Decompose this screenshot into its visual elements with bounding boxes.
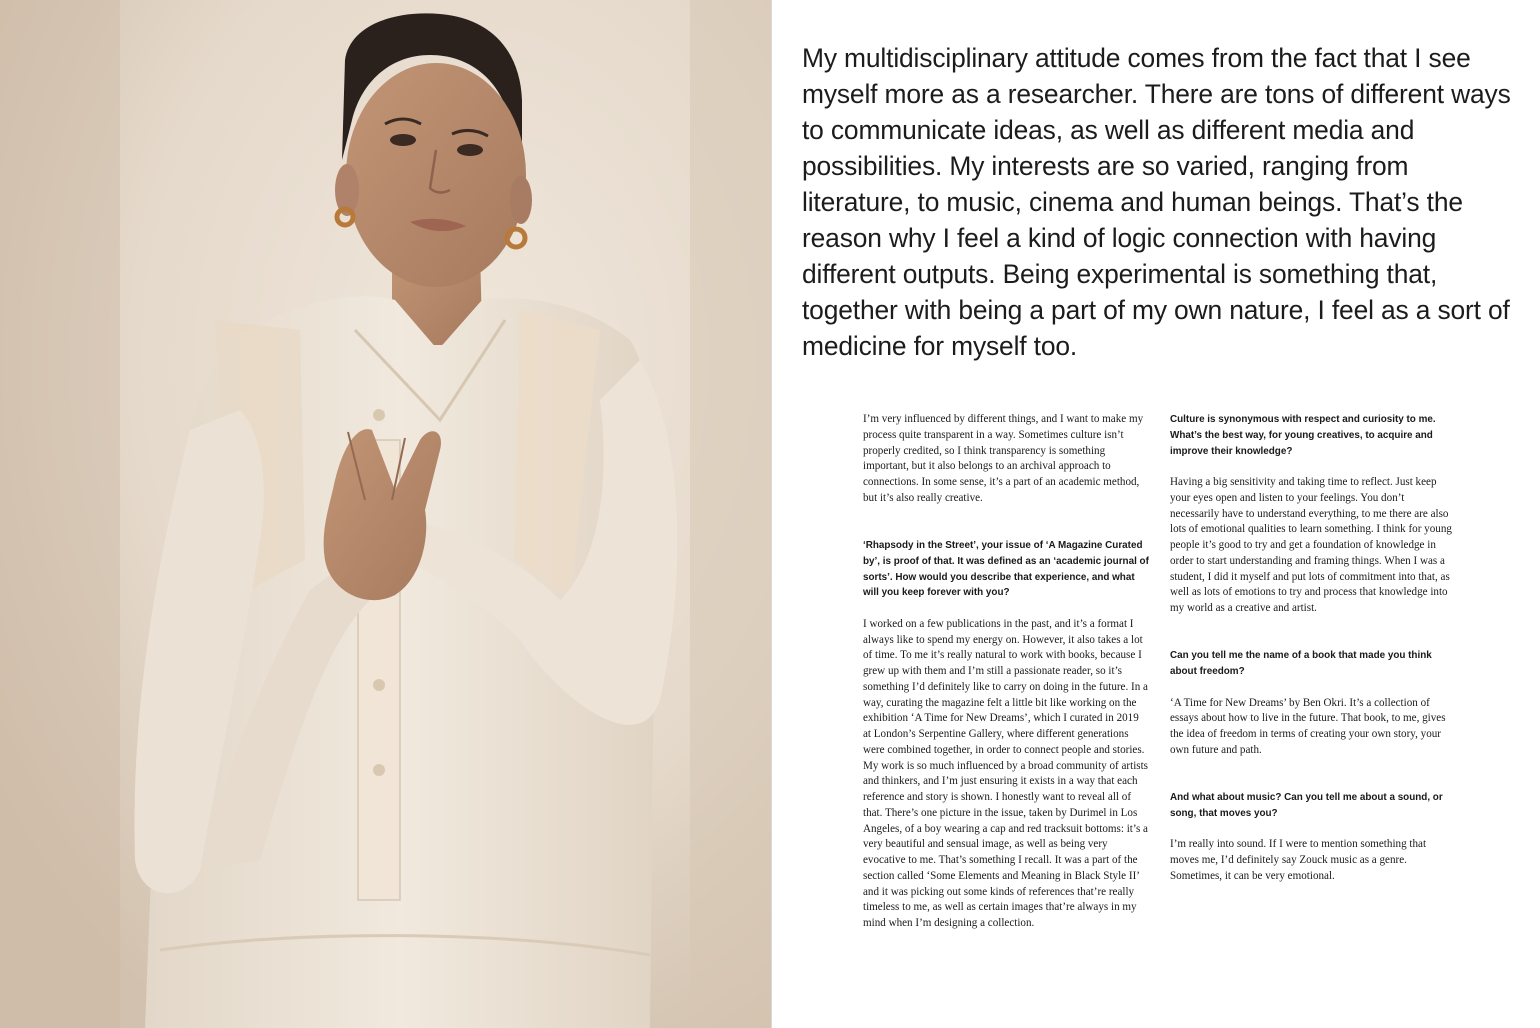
answer-paragraph: I worked on a few publications in the past, and it’s a format I always like to spend my energy on. However, it also takes a lot of time. To me it’s really natural to work with books, because I grew up with them and I’m still a passionate reader, so it’s something I’d definitely like to carry on doing in the future. In a way, curating the magazine felt a little bit like working on the exhibition ‘A Time for New Dreams’, which I curated in 2019 at London’s Serpentine Gallery, where different generations were combined together, in order to connect people and stories. My work is so much influenced by a broad community of artists and thinkers, and I’m just ensuring it exists in a way that each reference and story is shown. I honestly want to reveal all of that. There’s one picture in the issue, taken by Durimel in Los Angeles, of a boy wearing a cap and red tracksuit bottoms: it’s a very beautiful and sensual image, as well as being very evocative to me. That’s something I recall. It was a part of the section called ‘Some Elements and Meaning in Black Style II’ and it was picking out some kinds of references that’re really timeless to me, as well as certain images that’re always in my mind when I’m designing a collection. [863, 617, 1148, 929]
answer-paragraph: ‘A Time for New Dreams’ by Ben Okri. It’s a collection of essays about how to live in the future. That book, to me, gives the idea of freedom in terms of creating your own story, your own future and path. [1170, 696, 1446, 756]
answer-paragraph: Having a big sensitivity and taking time to reflect. Just keep your eyes open and listen to your feelings. You don’t necessarily have to understand everything, to me there are also lots of emotional qualities to learn something. I think for young people it’s good to try and get a foundation of knowledge in order to start understanding and framing things. When I was a student, I did it myself and put lots of commitment into that, as well as lots of emotions to try and process that knowledge into my world as a creative and artist. [1170, 476, 1452, 614]
spacer [1170, 759, 1452, 791]
spacer [1170, 680, 1452, 696]
right-text-column [1170, 412, 1452, 885]
spacer [863, 601, 1149, 617]
interview-question: And what about music? Can you tell me about a sound, or song, that moves you? [1170, 792, 1443, 819]
spacer [863, 507, 1149, 539]
interview-question: Culture is synonymous with respect and curiosity to me. What’s the best way, for young creatives, to acquire and improve their knowledge? [1170, 414, 1436, 457]
left-text-column [863, 412, 1149, 932]
interview-question: Can you tell me the name of a book that made you think about freedom? [1170, 650, 1432, 677]
answer-paragraph: I’m really into sound. If I were to mention something that moves me, I’d definitely say Zouck music as a genre. Sometimes, it can be very emotional. [1170, 838, 1427, 882]
spacer [1170, 459, 1452, 475]
page-divider [771, 0, 772, 1028]
answer-paragraph: I’m very influenced by different things, and I want to make my process quite transparent in a way. Sometimes culture isn’t properly credited, so I think transparency is something important, but it also belongs to an archival approach to connections. In some sense, it’s a part of an academic method, but it’s also really creative. [863, 413, 1144, 504]
spacer [1170, 822, 1452, 838]
pull-quote: My multidisciplinary attitude comes from the fact that I see myself more as a researcher. There are tons of different ways to communicate ideas, as well as different media and possibilities. My interests are so varied, ranging from literature, to music, cinema and human beings. That’s the reason why I feel a kind of logic connection with having different outputs. Being experimental is something that, together with being a part of my own nature, I feel as a sort of medicine for myself too. [802, 43, 1511, 361]
interview-question: ‘Rhapsody in the Street’, your issue of ‘A Magazine Curated by’, is proof of that. It was defined as an ‘academic journal of sorts’. How would you describe that experience, and what will you keep forever with you? [863, 540, 1149, 599]
spacer [1170, 617, 1452, 649]
